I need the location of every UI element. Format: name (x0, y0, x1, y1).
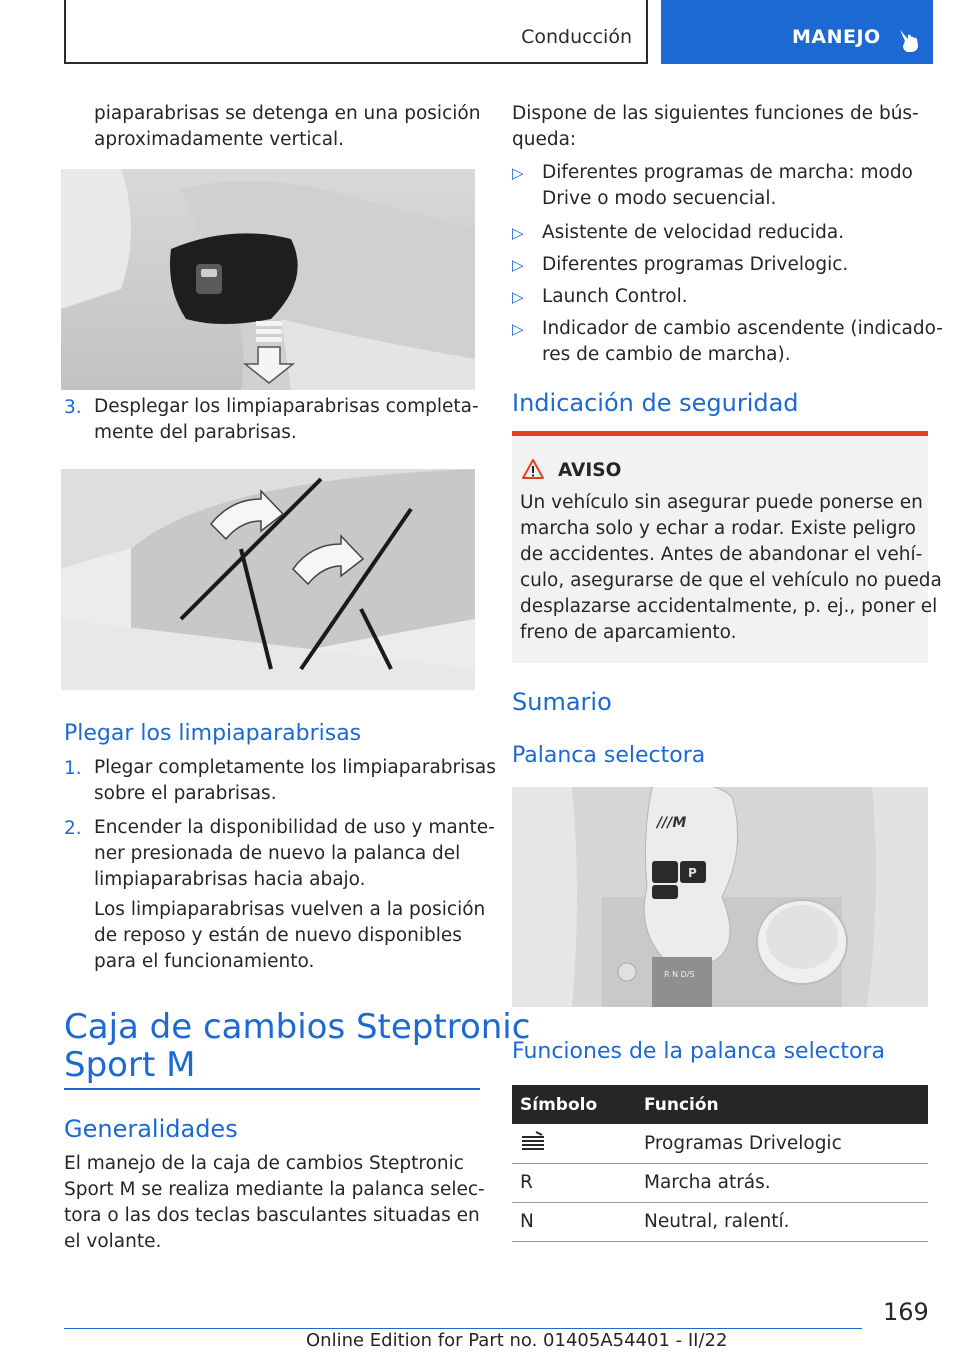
header-section-box (64, 0, 648, 64)
main-heading-line-2: Sport M (64, 1045, 196, 1085)
fold-wipers-heading: Plegar los limpiaparabrisas (64, 721, 362, 746)
general-line-1: El manejo de la caja de cambios Steptronic (64, 1153, 464, 1174)
selector-lever-heading: Palanca selectora (512, 743, 706, 768)
bullet-marker: ▷ (512, 224, 524, 242)
table-cell-symbol: R (512, 1163, 636, 1202)
bullet-marker: ▷ (512, 256, 524, 274)
bullet-3-line-1: Diferentes programas Drivelogic. (542, 254, 849, 275)
warning-triangle-icon (521, 458, 545, 480)
lever-functions-heading: Funciones de la palanca selectora (512, 1039, 885, 1064)
bullet-5-line-2: res de cambio de marcha). (542, 344, 791, 365)
warning-line-1: Un vehículo sin asegurar puede ponerse en (520, 492, 923, 513)
warning-line-3: de accidentes. Antes de abandonar el vehí- (520, 544, 923, 565)
table-cell-function: Neutral, ralentí. (636, 1202, 928, 1241)
fold-step-1-line-1: Plegar completamente los limpiaparabrisas (94, 757, 496, 778)
table-header-symbol: Símbolo (512, 1085, 636, 1124)
step-3-number: 3. (64, 397, 82, 418)
bullet-marker: ▷ (512, 288, 524, 306)
bullet-1-line-1: Diferentes programas de marcha: modo (542, 162, 913, 183)
table-cell-function: Programas Drivelogic (636, 1124, 928, 1163)
svg-text:///M: ///M (657, 815, 687, 831)
table-header-function: Función (636, 1085, 928, 1124)
warning-title: AVISO (558, 460, 622, 481)
general-line-3: tora o las dos teclas basculantes situadas en (64, 1205, 480, 1226)
table-row (512, 1124, 928, 1163)
fold-step-2-note-3: para el funcionamiento. (94, 951, 315, 972)
header-chapter-tab[interactable] (661, 0, 933, 64)
header-chapter-title: MANEJO (792, 26, 881, 48)
footer-edition: Online Edition for Part no. 01405A54401 - II/22 (306, 1330, 728, 1351)
lever-functions-table (512, 1085, 928, 1242)
main-heading-rule (64, 1088, 480, 1090)
bullet-2-line-1: Asistente de velocidad reducida. (542, 222, 845, 243)
step-3-line-1: Desplegar los limpiaparabrisas completa- (94, 396, 479, 417)
table-cell-symbol: N (512, 1202, 636, 1241)
fold-step-2-line-2: ner presionada de nuevo la palanca del (94, 843, 461, 864)
svg-text:R N D/S: R N D/S (664, 970, 695, 979)
bullet-5-line-1: Indicador de cambio ascendente (indicado- (542, 318, 943, 339)
summary-heading: Sumario (512, 688, 612, 716)
selector-lever-illustration (512, 787, 928, 1007)
page-number: 169 (883, 1298, 929, 1326)
fold-step-2-note-1: Los limpiaparabrisas vuelven a la posición (94, 899, 486, 920)
step-3-line-2: mente del parabrisas. (94, 422, 297, 443)
main-heading-line-1: Caja de cambios Steptronic (64, 1007, 531, 1047)
general-heading: Generalidades (64, 1115, 238, 1143)
drivelogic-icon (520, 1131, 546, 1151)
svg-text:P: P (688, 866, 697, 880)
fold-step-2-line-1: Encender la disponibilidad de uso y mante- (94, 817, 495, 838)
warning-line-2: marcha solo y echar a rodar. Existe peligro (520, 518, 916, 539)
bullet-marker: ▷ (512, 164, 524, 182)
fold-step-2-note-2: de reposo y están de nuevo disponibles (94, 925, 462, 946)
intro-line-1: piaparabrisas se detenga en una posición (94, 103, 481, 124)
footer-rule (64, 1328, 862, 1329)
fold-step-1-line-2: sobre el parabrisas. (94, 783, 277, 804)
safety-heading: Indicación de seguridad (512, 389, 799, 417)
table-row (512, 1202, 928, 1241)
wiper-lever-illustration (61, 169, 475, 390)
bullet-1-line-2: Drive o modo secuencial. (542, 188, 777, 209)
table-row (512, 1163, 928, 1202)
warning-line-6: freno de aparcamiento. (520, 622, 737, 643)
table-cell-symbol (512, 1124, 636, 1163)
general-line-2: Sport M se realiza mediante la palanca selec- (64, 1179, 485, 1200)
fold-step-2-line-3: limpiaparabrisas hacia abajo. (94, 869, 366, 890)
table-cell-function: Marcha atrás. (636, 1163, 928, 1202)
general-line-4: el volante. (64, 1231, 162, 1252)
pointing-hand-icon (897, 27, 921, 53)
fold-step-1-number: 1. (64, 758, 82, 779)
search-intro-line-2: queda: (512, 129, 577, 150)
table-header-row (512, 1085, 928, 1124)
search-intro-line-1: Dispone de las siguientes funciones de bús- (512, 103, 919, 124)
warning-line-5: desplazarse accidentalmente, p. ej., poner el (520, 596, 938, 617)
intro-line-2: aproximadamente vertical. (94, 129, 345, 150)
fold-step-2-number: 2. (64, 818, 82, 839)
bullet-4-line-1: Launch Control. (542, 286, 688, 307)
bullet-marker: ▷ (512, 320, 524, 338)
header-section-title: Conducción (521, 26, 632, 48)
wipers-raised-illustration (61, 469, 475, 690)
warning-line-4: culo, asegurarse de que el vehículo no pueda (520, 570, 942, 591)
